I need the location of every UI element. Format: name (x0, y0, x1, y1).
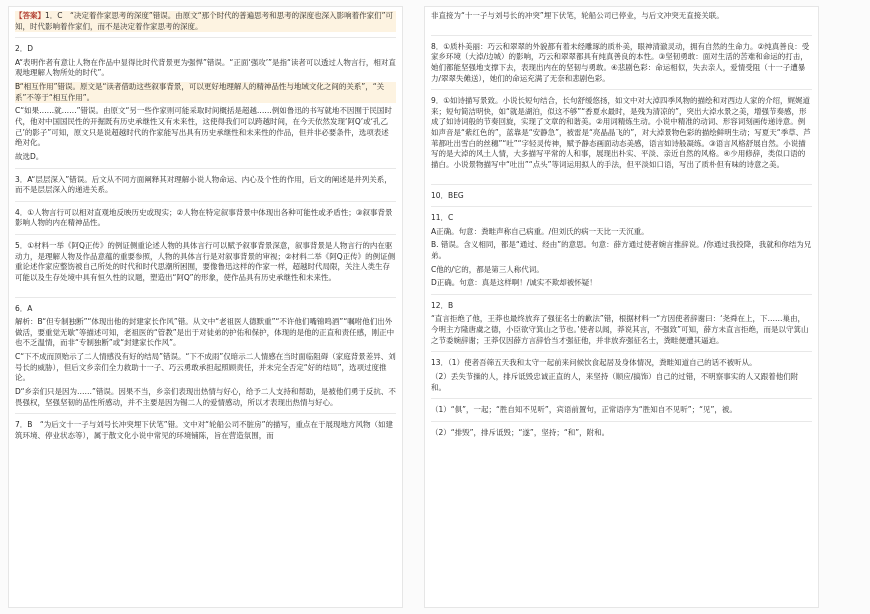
answer-q11-option-a: A正确。句意：粪畦声称自己病重。/但刘氏的病一天比一天沉重。 (431, 226, 649, 236)
answer-scoring-note-1: （1）“俱”，一起；“胜自知不见听”，宾语前置句，正常语序为“胜知自不见听”；“见”，被。 (431, 405, 737, 415)
answer-q5: 5．①材料一举《阿Q正传》的例证侧重论述人物的具体言行可以赋予叙事背景深意，叙事背景是人物言行的内在驱动力，是理解人物及作品意蕴的重要参照，人物的具体言行是对叙事背景的审视；②材料二举《阿Q正传》的例证侧重论述作家应整饬被自己所处的时代和时代思潮所困囿，要像鲁迅这样的作家一样，超越时代局限，关注人类生存可能以及生存处境中具有恒久性的议题，塑造出“阿Q”的形象，使作品具有历史承继性和未来性。 (15, 241, 396, 283)
divider (431, 35, 812, 36)
divider (15, 37, 396, 38)
divider (15, 168, 396, 169)
answer-q11-number: 11．C (431, 213, 454, 223)
divider (431, 294, 812, 295)
answer-q4: 4．①人物言行可以相对直观地反映历史或现实；②人物在特定叙事背景中体现出各种可能性或矛盾性；③叙事背景影响人物的内在精神品性。 (15, 207, 393, 228)
answer-q12-text: “直言拒绝了他，王莽也最终放弃了强征名士的歉法”错，根据材料一“方因使者辞谢曰：‘尧舜在上，下……巢由，今明主方隆唐虞之德，小臣欲守箕山之节也。’使者以闻，莽说其言，不强致”可知，薛方未直言拒绝，而是以守箕山之节委婉辞谢；王莽仅因薛方言辞恰当才强征他，并非放弃强征名士，粪畦便遭其逼迫。 (431, 314, 809, 345)
answer-q10: 10．BEG (431, 190, 464, 200)
answer-q6-option-d: D“乡亲们只是因为……”错误。因果不当，乡亲们表现出热情与好心，给予二人支持和帮助，是被他们勇于反抗、不畏强权，坚强坚韧的品性所感动，并不主要是因为锡二人的爱情感动，所以才表现出热情与好心。 (15, 387, 396, 407)
answer-q3: 3．A“层层深入”错误。后文从不同方面阐释其对理解小说人物命运、内心及个性的作用，后文的阐述是并列关系，而不是层层深入的递进关系。 (15, 174, 392, 195)
divider (431, 206, 812, 207)
answer-q13-part1: 13．（1）使者吾筛五天我和太守一起前来问候饮食起居及身体情况，粪畦知道自己的话不被听从。 (431, 358, 757, 368)
answer-scoring-note-2: （2）“排毁”，排斥诋毁；“遂”，坚持；“和”，附和。 (431, 427, 610, 437)
answer-q7-continued: 非直接为“十一子与刘号长的冲突”埋下伏笔，轮船公司已停业，与后文冲突无直接关联。 (431, 11, 724, 20)
answer-q2-option-b: B“相互作用”错误。原文是“读者借助这些叙事背景，可以更好地理解人的精神品性与地域文化之间的关系”，“关系”不等于“相互作用”。 (15, 82, 396, 103)
divider (15, 413, 396, 414)
answer-q7: 7．B “为后文十一子与刘号长冲突埋下伏笔”错。文中对“轮船公司不脏房”的描写，重点在于展现地方风物（如建筑环境、停业状态等），属于散文化小说中常见的环境铺陈，旨在营造氛围，而 (15, 420, 393, 440)
answer-q2-option-a: A“表明作者有意让人物在作品中显得比时代背景更为强悍”错误。“正面‘强攻’”是指“读者可以透过人物言行，相对直观地理解人物所处的时代”。 (15, 57, 396, 78)
answer-q13-part2: （2）丢失节操的人，排斥诋毁忠诚正直的人，来坚持（顺应/搞饰）自己的过错，不明察事实的人又跟着他们附和。 (431, 371, 799, 392)
answer-q11-option-c: C他的/它的，都是第三人称代词。 (431, 264, 544, 274)
right-column (424, 6, 819, 608)
answer-q8: 8．①质朴美丽：巧云和翠翠的外貌都有着未经雕琢的质朴美，眼神清澈灵动，拥有自然的生命力。②纯真善良：受家乡环境（大淖/边城）的影响，巧云和翠翠都具有纯真善良的本性。③坚韧勇敢：面对生活的苦难和命运的打击，她们都能坚强地支撑下去，表现出内在的坚韧与勇敢。④悲剧色彩：命运相似，失去亲人，爱情受阻（十一子遭暴力/翠翠失傩送），她们的命运充满了无奈和悲剧色彩。 (431, 41, 810, 83)
answer-q6-analysis: 解析：B“但专制独断”“体现出他的封建家长作风”错。从文中“老祖医人德默重”“不许他们嘴锦鸣酒”“嘱咐他们出外做活，要重觉无歇”等描述可知，老祖医的“管教”是出于对徒弟的护佑和保护，体现的是他的正直和责任感，刚正中也不乏温情，而非“专制独断”或“封建家长作风”。 (15, 317, 395, 348)
answer-q11-option-d: D正确。句意：真是这样啊！/诚实不欺却被怀疑！ (431, 278, 597, 288)
answer-tag: 【答案】 (15, 11, 45, 20)
answer-q2-number: 2．D (15, 44, 34, 54)
divider (431, 398, 812, 399)
divider (431, 421, 812, 422)
answer-q2-conclusion: 故选D。 (15, 151, 44, 161)
answer-q12-number: 12．B (431, 300, 454, 310)
answer-q6-option-c: C“下不成而顶贻示了二人情感没有好的结局”错误。“下不成雨”仅暗示二人情感在当时面临阻碍（家庭背景差异、刘号长的威胁），但后文乡亲们全力救助十一子、巧云勇敢承担起照顾责任，并未完全否定“好的结局”，选项过度推论。 (15, 352, 396, 383)
divider (431, 89, 812, 90)
answer-q2-option-c: C“如果……就……”错误。由原文“另一些作家则可能采取时间概括是超越……例如鲁迅的书写就地不因囿于民国时代，他对中国国民性的开掘既有历史承继性又有未来性，这使得我们可以跨越时间，在今天依然发现‘阿Q’或‘孔乙己’的影子”可知，原文只是说超越时代的作家能写出具有历史承继性和未来性的作品，但并非必要条件，选项表述绝对化。 (15, 106, 392, 148)
divider (15, 234, 396, 235)
divider (431, 351, 812, 352)
divider (431, 184, 812, 185)
left-column (8, 6, 403, 608)
answer-q1-text: 1．C “决定着作家思考的深度”错误。由原文“那个时代的普遍思考和思考的深度也深入影响着作家们”可知，时代影响着作家们，而不是决定着作家思考的深度。 (15, 11, 394, 31)
answer-q9: 9．①如诗描写景致。小说长短句结合，长句舒缓悠扬，如文中对大淖四季风物的描绘和对西边人家的介绍，娓娓道来；短句简洁明快，如“就是湖泊，似这不够”“香夏水最时，是残为清凉的”，突出大淖水景之美，增强节奏感，形成了如诗词般的节奏回旋，实现了文章的和谐美。②用词精炼生动。小说中精准的动词、形容词刻画传递诗意。例如声音是“紫红色的”，蓝靠是“安静急”，被雷是“亮晶晶飞的”，对大淖景物色彩的描绘鲜明生动；写夏天“季草、芦苇都吐出雪白的丝穗”“吐”“字轻灵传神，赋予静态画面动态美感，语言如诗般凝练。③语言风格舒展自然。小说描写的是大淖的风土人情，大多描写平常的人和事，展现出朴实、平淡、亲近自然的风格。④少用修辞，类似口语的描白。小说景物描写中“吐出”“点头”等词运用拟人的手法，但平淡如口语，写出了质朴但有味的诗意之美。 (431, 96, 811, 170)
divider (15, 297, 396, 298)
divider (15, 201, 396, 202)
answer-q1 (15, 11, 396, 32)
answer-q11-option-b: B. 错误。含义相同，都是“通过、经由”的意思。句意：薛方通过使者婉言推辞说。/你通过我投降，我就和你结为兄弟。 (431, 240, 812, 260)
answer-q6-number: 6．A (15, 303, 33, 313)
